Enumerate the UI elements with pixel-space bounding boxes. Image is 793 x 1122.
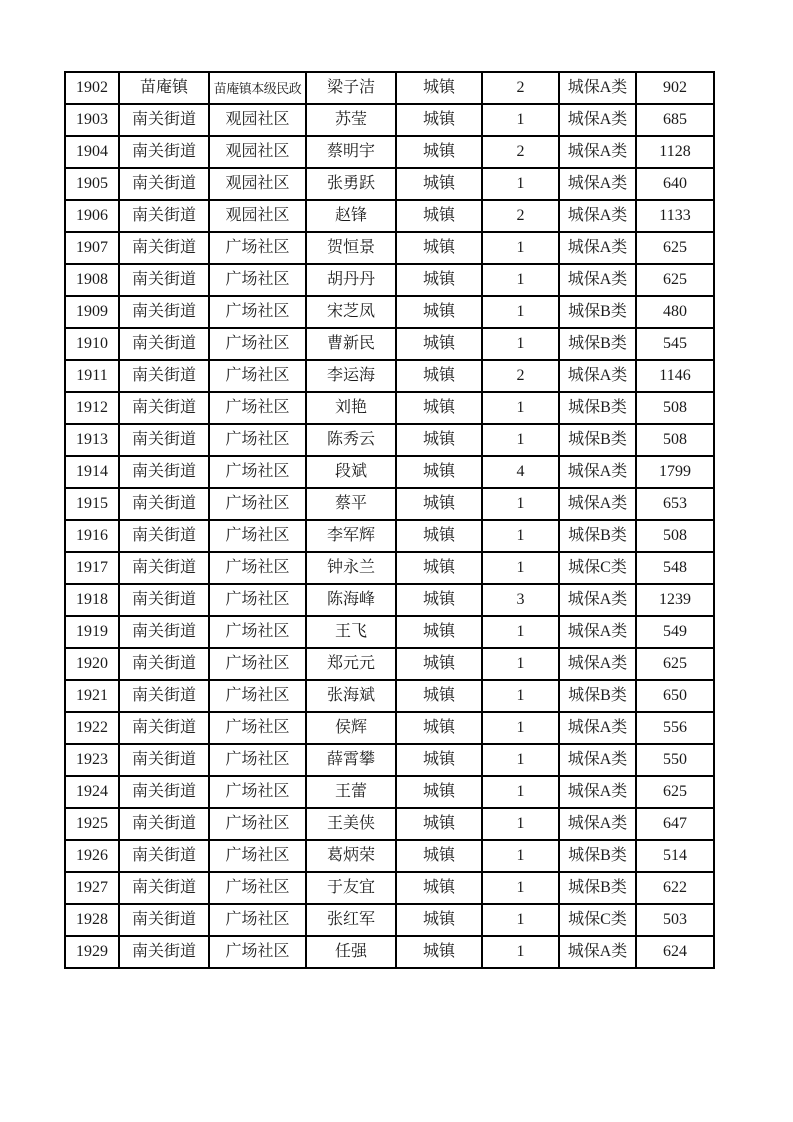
cell-amount: 902 [636, 72, 714, 104]
cell-community: 广场社区 [209, 648, 306, 680]
cell-person-name: 陈海峰 [306, 584, 396, 616]
cell-household-count: 1 [482, 808, 559, 840]
cell-person-name: 李军辉 [306, 520, 396, 552]
cell-serial-number: 1908 [65, 264, 119, 296]
cell-residence-type: 城镇 [396, 712, 482, 744]
cell-assistance-category: 城保A类 [559, 360, 636, 392]
cell-household-count: 1 [482, 872, 559, 904]
cell-amount: 545 [636, 328, 714, 360]
cell-household-count: 1 [482, 776, 559, 808]
cell-household-count: 2 [482, 360, 559, 392]
cell-town-street: 南关街道 [119, 808, 209, 840]
cell-amount: 622 [636, 872, 714, 904]
table-row [65, 840, 714, 872]
cell-person-name: 赵锋 [306, 200, 396, 232]
table-row [65, 488, 714, 520]
cell-residence-type: 城镇 [396, 136, 482, 168]
cell-serial-number: 1929 [65, 936, 119, 968]
cell-person-name: 梁子洁 [306, 72, 396, 104]
cell-community: 广场社区 [209, 488, 306, 520]
cell-amount: 640 [636, 168, 714, 200]
cell-residence-type: 城镇 [396, 264, 482, 296]
cell-town-street: 苗庵镇 [119, 72, 209, 104]
cell-community: 广场社区 [209, 936, 306, 968]
cell-community: 广场社区 [209, 456, 306, 488]
table-row [65, 936, 714, 968]
table-row [65, 808, 714, 840]
cell-serial-number: 1902 [65, 72, 119, 104]
cell-amount: 514 [636, 840, 714, 872]
cell-community: 广场社区 [209, 872, 306, 904]
cell-town-street: 南关街道 [119, 360, 209, 392]
cell-residence-type: 城镇 [396, 904, 482, 936]
cell-community: 广场社区 [209, 808, 306, 840]
cell-residence-type: 城镇 [396, 680, 482, 712]
cell-amount: 625 [636, 232, 714, 264]
table-row [65, 104, 714, 136]
cell-person-name: 宋芝凤 [306, 296, 396, 328]
cell-amount: 650 [636, 680, 714, 712]
cell-household-count: 1 [482, 552, 559, 584]
cell-amount: 625 [636, 776, 714, 808]
cell-assistance-category: 城保B类 [559, 840, 636, 872]
cell-household-count: 2 [482, 200, 559, 232]
cell-assistance-category: 城保A类 [559, 744, 636, 776]
cell-amount: 550 [636, 744, 714, 776]
cell-serial-number: 1926 [65, 840, 119, 872]
cell-community: 广场社区 [209, 392, 306, 424]
table-row [65, 168, 714, 200]
cell-serial-number: 1916 [65, 520, 119, 552]
cell-household-count: 2 [482, 136, 559, 168]
cell-amount: 548 [636, 552, 714, 584]
cell-residence-type: 城镇 [396, 456, 482, 488]
cell-community: 观园社区 [209, 104, 306, 136]
cell-person-name: 薛霄攀 [306, 744, 396, 776]
cell-residence-type: 城镇 [396, 936, 482, 968]
cell-town-street: 南关街道 [119, 616, 209, 648]
table-row [65, 520, 714, 552]
cell-amount: 1133 [636, 200, 714, 232]
cell-assistance-category: 城保A类 [559, 712, 636, 744]
cell-amount: 503 [636, 904, 714, 936]
cell-person-name: 郑元元 [306, 648, 396, 680]
cell-town-street: 南关街道 [119, 456, 209, 488]
cell-household-count: 1 [482, 936, 559, 968]
cell-town-street: 南关街道 [119, 264, 209, 296]
cell-community: 广场社区 [209, 552, 306, 584]
cell-assistance-category: 城保A类 [559, 264, 636, 296]
cell-serial-number: 1922 [65, 712, 119, 744]
cell-person-name: 张红军 [306, 904, 396, 936]
cell-serial-number: 1905 [65, 168, 119, 200]
cell-assistance-category: 城保A类 [559, 488, 636, 520]
cell-town-street: 南关街道 [119, 776, 209, 808]
table-row [65, 200, 714, 232]
cell-residence-type: 城镇 [396, 72, 482, 104]
cell-household-count: 1 [482, 744, 559, 776]
cell-residence-type: 城镇 [396, 232, 482, 264]
cell-assistance-category: 城保B类 [559, 424, 636, 456]
cell-household-count: 4 [482, 456, 559, 488]
cell-amount: 625 [636, 264, 714, 296]
cell-town-street: 南关街道 [119, 904, 209, 936]
cell-amount: 508 [636, 392, 714, 424]
cell-serial-number: 1918 [65, 584, 119, 616]
cell-household-count: 1 [482, 904, 559, 936]
cell-assistance-category: 城保B类 [559, 328, 636, 360]
cell-person-name: 苏莹 [306, 104, 396, 136]
cell-household-count: 1 [482, 520, 559, 552]
cell-household-count: 1 [482, 648, 559, 680]
cell-amount: 1128 [636, 136, 714, 168]
cell-town-street: 南关街道 [119, 552, 209, 584]
cell-town-street: 南关街道 [119, 136, 209, 168]
table-row [65, 424, 714, 456]
cell-serial-number: 1925 [65, 808, 119, 840]
cell-serial-number: 1917 [65, 552, 119, 584]
cell-town-street: 南关街道 [119, 680, 209, 712]
table-row [65, 232, 714, 264]
table-row [65, 328, 714, 360]
cell-amount: 653 [636, 488, 714, 520]
cell-town-street: 南关街道 [119, 200, 209, 232]
cell-household-count: 1 [482, 232, 559, 264]
cell-serial-number: 1909 [65, 296, 119, 328]
cell-amount: 508 [636, 520, 714, 552]
cell-residence-type: 城镇 [396, 168, 482, 200]
table-row [65, 680, 714, 712]
cell-amount: 480 [636, 296, 714, 328]
cell-town-street: 南关街道 [119, 296, 209, 328]
table-row [65, 712, 714, 744]
cell-person-name: 张勇跃 [306, 168, 396, 200]
cell-assistance-category: 城保A类 [559, 616, 636, 648]
cell-person-name: 蔡平 [306, 488, 396, 520]
table-row [65, 72, 714, 104]
cell-assistance-category: 城保C类 [559, 552, 636, 584]
cell-person-name: 任强 [306, 936, 396, 968]
cell-residence-type: 城镇 [396, 296, 482, 328]
cell-person-name: 曹新民 [306, 328, 396, 360]
cell-serial-number: 1913 [65, 424, 119, 456]
cell-household-count: 1 [482, 488, 559, 520]
cell-household-count: 1 [482, 264, 559, 296]
cell-person-name: 于友宜 [306, 872, 396, 904]
table-row [65, 456, 714, 488]
cell-town-street: 南关街道 [119, 104, 209, 136]
cell-amount: 556 [636, 712, 714, 744]
cell-household-count: 1 [482, 712, 559, 744]
cell-household-count: 1 [482, 424, 559, 456]
cell-household-count: 1 [482, 840, 559, 872]
cell-residence-type: 城镇 [396, 616, 482, 648]
cell-person-name: 钟永兰 [306, 552, 396, 584]
cell-person-name: 刘艳 [306, 392, 396, 424]
cell-residence-type: 城镇 [396, 584, 482, 616]
cell-town-street: 南关街道 [119, 840, 209, 872]
cell-community: 广场社区 [209, 712, 306, 744]
cell-residence-type: 城镇 [396, 200, 482, 232]
cell-residence-type: 城镇 [396, 872, 482, 904]
cell-person-name: 陈秀云 [306, 424, 396, 456]
cell-community: 广场社区 [209, 520, 306, 552]
cell-person-name: 王飞 [306, 616, 396, 648]
cell-assistance-category: 城保A类 [559, 776, 636, 808]
cell-town-street: 南关街道 [119, 168, 209, 200]
cell-community: 广场社区 [209, 744, 306, 776]
cell-assistance-category: 城保A类 [559, 584, 636, 616]
cell-amount: 508 [636, 424, 714, 456]
cell-serial-number: 1923 [65, 744, 119, 776]
cell-person-name: 王蕾 [306, 776, 396, 808]
cell-community: 广场社区 [209, 840, 306, 872]
cell-residence-type: 城镇 [396, 776, 482, 808]
cell-town-street: 南关街道 [119, 648, 209, 680]
cell-residence-type: 城镇 [396, 744, 482, 776]
cell-community: 广场社区 [209, 616, 306, 648]
cell-assistance-category: 城保A类 [559, 456, 636, 488]
cell-serial-number: 1904 [65, 136, 119, 168]
cell-town-street: 南关街道 [119, 424, 209, 456]
cell-amount: 1146 [636, 360, 714, 392]
table-row [65, 264, 714, 296]
cell-town-street: 南关街道 [119, 744, 209, 776]
cell-residence-type: 城镇 [396, 360, 482, 392]
cell-household-count: 1 [482, 616, 559, 648]
cell-community: 观园社区 [209, 200, 306, 232]
cell-serial-number: 1921 [65, 680, 119, 712]
cell-community: 广场社区 [209, 776, 306, 808]
cell-assistance-category: 城保A类 [559, 936, 636, 968]
cell-person-name: 王美侠 [306, 808, 396, 840]
cell-residence-type: 城镇 [396, 648, 482, 680]
cell-person-name: 张海斌 [306, 680, 396, 712]
cell-assistance-category: 城保A类 [559, 168, 636, 200]
cell-town-street: 南关街道 [119, 520, 209, 552]
welfare-roster-table [64, 71, 715, 969]
cell-residence-type: 城镇 [396, 520, 482, 552]
cell-assistance-category: 城保B类 [559, 392, 636, 424]
table-row [65, 392, 714, 424]
record-table-body [65, 72, 714, 968]
table-row [65, 136, 714, 168]
cell-household-count: 2 [482, 72, 559, 104]
cell-serial-number: 1906 [65, 200, 119, 232]
cell-community: 广场社区 [209, 904, 306, 936]
cell-community: 观园社区 [209, 136, 306, 168]
cell-community: 广场社区 [209, 296, 306, 328]
table-row [65, 872, 714, 904]
cell-community: 广场社区 [209, 424, 306, 456]
cell-serial-number: 1910 [65, 328, 119, 360]
cell-community: 苗庵镇本级民政 [209, 72, 306, 104]
cell-serial-number: 1928 [65, 904, 119, 936]
cell-amount: 647 [636, 808, 714, 840]
cell-assistance-category: 城保A类 [559, 232, 636, 264]
cell-serial-number: 1914 [65, 456, 119, 488]
cell-assistance-category: 城保A类 [559, 136, 636, 168]
table-row [65, 360, 714, 392]
cell-town-street: 南关街道 [119, 936, 209, 968]
cell-amount: 549 [636, 616, 714, 648]
cell-residence-type: 城镇 [396, 552, 482, 584]
table-row [65, 584, 714, 616]
cell-assistance-category: 城保A类 [559, 648, 636, 680]
cell-person-name: 侯辉 [306, 712, 396, 744]
cell-residence-type: 城镇 [396, 488, 482, 520]
cell-amount: 1799 [636, 456, 714, 488]
cell-assistance-category: 城保A类 [559, 72, 636, 104]
table-row [65, 744, 714, 776]
cell-person-name: 胡丹丹 [306, 264, 396, 296]
cell-assistance-category: 城保C类 [559, 904, 636, 936]
cell-residence-type: 城镇 [396, 104, 482, 136]
cell-town-street: 南关街道 [119, 872, 209, 904]
cell-person-name: 蔡明宇 [306, 136, 396, 168]
cell-assistance-category: 城保A类 [559, 200, 636, 232]
cell-town-street: 南关街道 [119, 712, 209, 744]
cell-serial-number: 1920 [65, 648, 119, 680]
table-row [65, 616, 714, 648]
cell-residence-type: 城镇 [396, 424, 482, 456]
cell-person-name: 贺恒景 [306, 232, 396, 264]
table-row [65, 776, 714, 808]
cell-amount: 1239 [636, 584, 714, 616]
cell-amount: 625 [636, 648, 714, 680]
cell-assistance-category: 城保B类 [559, 872, 636, 904]
cell-household-count: 1 [482, 680, 559, 712]
cell-assistance-category: 城保A类 [559, 104, 636, 136]
cell-community: 广场社区 [209, 328, 306, 360]
cell-town-street: 南关街道 [119, 392, 209, 424]
cell-person-name: 李运海 [306, 360, 396, 392]
cell-serial-number: 1927 [65, 872, 119, 904]
cell-serial-number: 1919 [65, 616, 119, 648]
cell-household-count: 1 [482, 168, 559, 200]
cell-town-street: 南关街道 [119, 488, 209, 520]
cell-community: 广场社区 [209, 680, 306, 712]
table-row [65, 552, 714, 584]
cell-residence-type: 城镇 [396, 328, 482, 360]
cell-amount: 685 [636, 104, 714, 136]
cell-household-count: 1 [482, 104, 559, 136]
cell-assistance-category: 城保B类 [559, 520, 636, 552]
table-row [65, 904, 714, 936]
cell-town-street: 南关街道 [119, 584, 209, 616]
cell-serial-number: 1924 [65, 776, 119, 808]
cell-household-count: 1 [482, 296, 559, 328]
cell-assistance-category: 城保B类 [559, 680, 636, 712]
cell-community: 观园社区 [209, 168, 306, 200]
cell-community: 广场社区 [209, 264, 306, 296]
cell-town-street: 南关街道 [119, 232, 209, 264]
table-row [65, 296, 714, 328]
cell-community: 广场社区 [209, 360, 306, 392]
cell-community: 广场社区 [209, 232, 306, 264]
cell-household-count: 3 [482, 584, 559, 616]
cell-serial-number: 1915 [65, 488, 119, 520]
cell-residence-type: 城镇 [396, 392, 482, 424]
cell-residence-type: 城镇 [396, 840, 482, 872]
table-row [65, 648, 714, 680]
cell-household-count: 1 [482, 392, 559, 424]
cell-town-street: 南关街道 [119, 328, 209, 360]
cell-serial-number: 1912 [65, 392, 119, 424]
cell-serial-number: 1907 [65, 232, 119, 264]
cell-household-count: 1 [482, 328, 559, 360]
cell-residence-type: 城镇 [396, 808, 482, 840]
cell-person-name: 段斌 [306, 456, 396, 488]
cell-assistance-category: 城保A类 [559, 808, 636, 840]
cell-person-name: 葛炳荣 [306, 840, 396, 872]
cell-assistance-category: 城保B类 [559, 296, 636, 328]
cell-serial-number: 1911 [65, 360, 119, 392]
cell-serial-number: 1903 [65, 104, 119, 136]
cell-amount: 624 [636, 936, 714, 968]
cell-community: 广场社区 [209, 584, 306, 616]
